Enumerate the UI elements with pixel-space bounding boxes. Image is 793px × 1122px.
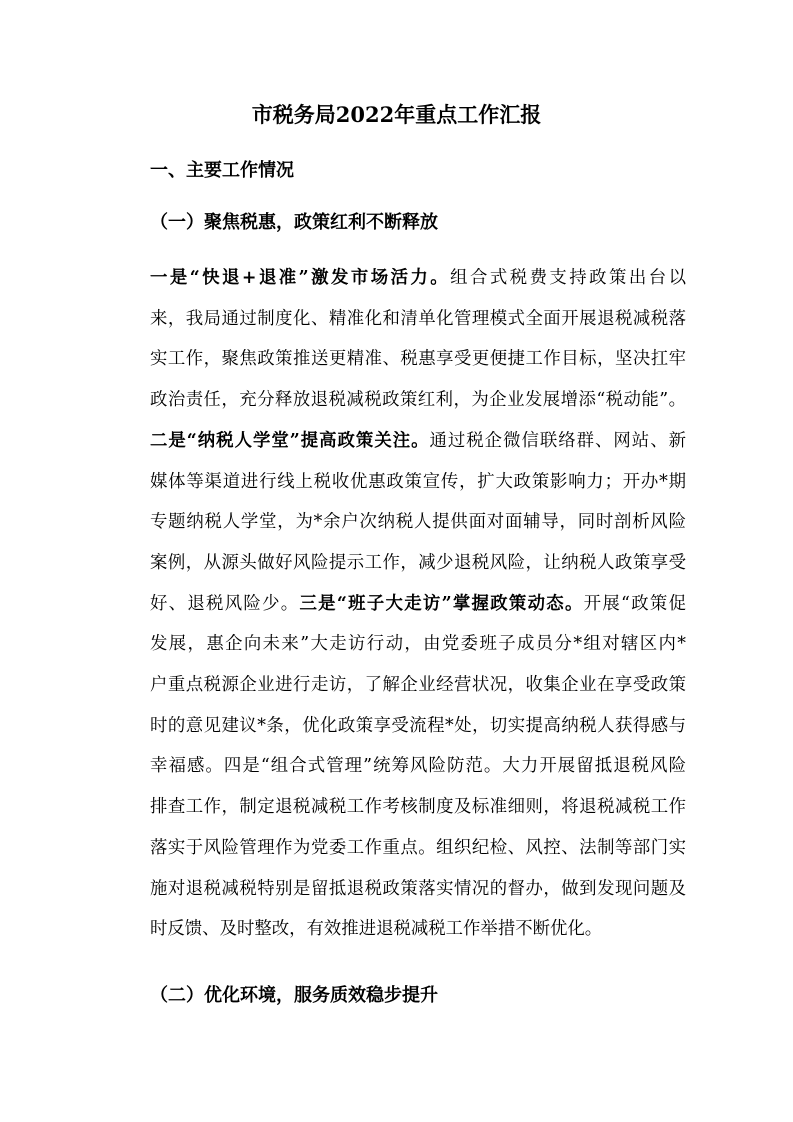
- paragraph-line: 专题纳税人学堂，为*余户次纳税人提供面对面辅导，同时剖析风险: [150, 512, 686, 533]
- paragraph-line: 发展，惠企向未来”大走访行动，由党委班子成员分*组对辖区内*: [150, 634, 686, 655]
- bold-lead: 二是“纳税人学堂”提高政策关注。: [150, 430, 430, 451]
- paragraph-line: 好、退税风险少。三是“班子大走访”掌握政策动态。开展“政策促: [150, 593, 686, 614]
- paragraph-line: 案例，从源头做好风险提示工作，减少退税风险，让纳税人政策享受: [150, 552, 686, 573]
- bold-lead: 一是“快退+退准”激发市场活力。: [150, 268, 451, 288]
- paragraph-line: 施对退税减税特别是留抵退税政策落实情况的督办，做到发现问题及: [150, 878, 686, 899]
- paragraph-line: 排查工作，制定退税减税工作考核制度及标准细则，将退税减税工作: [150, 797, 686, 818]
- body-text: [150, 258, 686, 950]
- subsection-heading: （一）聚焦税惠，政策红利不断释放: [150, 212, 438, 233]
- paragraph-line: 来，我局通过制度化、精准化和清单化管理模式全面开展退税减税落: [150, 308, 686, 329]
- page-title: 市税务局2022年重点工作汇报: [251, 102, 542, 127]
- subsection-heading: （二）优化环境，服务质效稳步提升: [150, 985, 438, 1006]
- paragraph-line: 一是“快退+退准”激发市场活力。组合式税费支持政策出台以: [150, 268, 686, 288]
- paragraph-line: 幸福感。四是“组合式管理”统筹风险防范。大力开展留抵退税风险: [150, 756, 686, 777]
- paragraph-line: 二是“纳税人学堂”提高政策关注。通过税企微信联络群、网站、新: [150, 430, 686, 451]
- section-heading: 一、主要工作情况: [150, 160, 294, 181]
- paragraph-line: 实工作，聚焦政策推送更精准、税惠享受更便捷工作目标，坚决扛牢: [150, 349, 686, 370]
- paragraph-line: 落实于风险管理作为党委工作重点。组织纪检、风控、法制等部门实: [150, 837, 686, 858]
- paragraph-line: 时的意见建议*条，优化政策享受流程*处，切实提高纳税人获得感与: [150, 715, 686, 736]
- paragraph-line: 媒体等渠道进行线上税收优惠政策宣传，扩大政策影响力；开办*期: [150, 471, 686, 492]
- paragraph-line: 户重点税源企业进行走访，了解企业经营状况，收集企业在享受政策: [150, 675, 686, 696]
- bold-lead: 三是“班子大走访”掌握政策动态。: [299, 593, 584, 614]
- paragraph-line: 政治责任，充分释放退税减税政策红利，为企业发展增添“税动能”。: [150, 390, 686, 411]
- paragraph-line: 时反馈、及时整改，有效推进退税减税工作举措不断优化。: [150, 919, 603, 940]
